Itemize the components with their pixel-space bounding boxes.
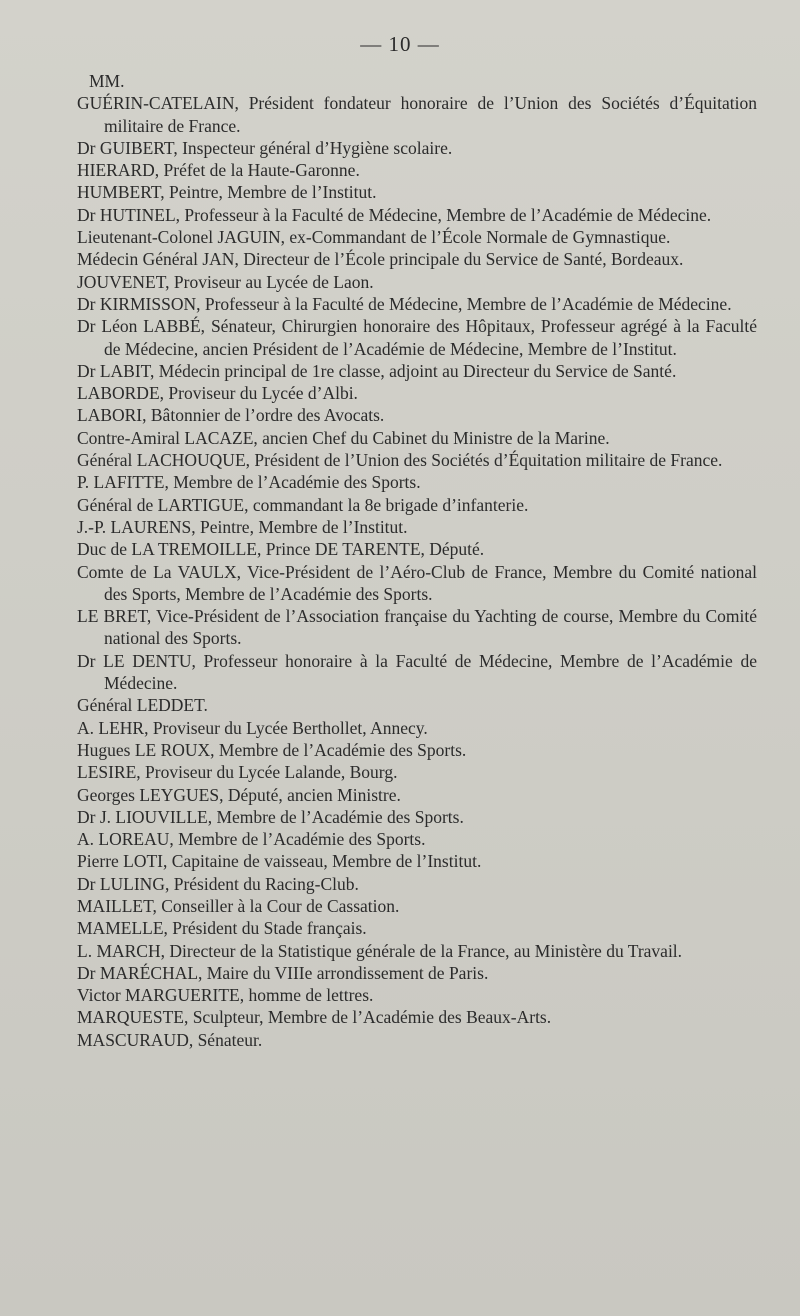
list-entry: Général LEDDET. [77, 695, 208, 716]
list-entry: Dr LULING, Président du Racing-Club. [77, 873, 359, 894]
list-entry: Dr Léon LABBÉ, Sénateur, Chirurgien honoraire des Hôpitaux, Professeur agrégé à la Faculté de Médecine, ancien Président de l’Académie de Médecine, Membre de l’Institut. [77, 316, 757, 359]
member-list [77, 70, 757, 1051]
list-entry: LE BRET, Vice-Président de l’Association française du Yachting de course, Membre du Comité national des Sports. [77, 606, 757, 649]
list-entry: Dr GUIBERT, Inspecteur général d’Hygiène scolaire. [77, 137, 453, 158]
list-entry: Contre-Amiral LACAZE, ancien Chef du Cabinet du Ministre de la Marine. [77, 427, 610, 448]
list-heading: MM. [89, 71, 125, 91]
list-entry: L. MARCH, Directeur de la Statistique générale de la France, au Ministère du Travail. [77, 940, 683, 961]
list-entry: MASCURAUD, Sénateur. [77, 1029, 263, 1050]
list-entry: Lieutenant-Colonel JAGUIN, ex-Commandant de l’École Normale de Gymnastique. [77, 227, 671, 248]
list-entry: Georges LEYGUES, Député, ancien Ministre. [77, 784, 401, 805]
list-entry: Médecin Général JAN, Directeur de l’École principale du Service de Santé, Bordeaux. [77, 249, 684, 270]
list-entry: MAILLET, Conseiller à la Cour de Cassation. [77, 895, 400, 916]
list-entry: A. LOREAU, Membre de l’Académie des Sports. [77, 829, 426, 850]
list-entry: A. LEHR, Proviseur du Lycée Berthollet, Annecy. [77, 717, 428, 738]
list-entry: LABORI, Bâtonnier de l’ordre des Avocats. [77, 405, 385, 426]
list-entry: LABORDE, Proviseur du Lycée d’Albi. [77, 383, 358, 404]
page-number: — 10 — [360, 32, 440, 56]
list-entry: Dr HUTINEL, Professeur à la Faculté de Médecine, Membre de l’Académie de Médecine. [77, 204, 712, 225]
list-entry: JOUVENET, Proviseur au Lycée de Laon. [77, 271, 374, 292]
list-entry: MAMELLE, Président du Stade français. [77, 918, 367, 939]
list-entry: Pierre LOTI, Capitaine de vaisseau, Membre de l’Institut. [77, 851, 482, 872]
list-entry: LESIRE, Proviseur du Lycée Lalande, Bourg. [77, 762, 398, 783]
list-entry: P. LAFITTE, Membre de l’Académie des Sports. [77, 472, 421, 493]
list-entry: GUÉRIN-CATELAIN, Président fondateur honoraire de l’Union des Sociétés d’Équitation militaire de France. [77, 93, 757, 136]
list-entry: Dr LE DENTU, Professeur honoraire à la Faculté de Médecine, Membre de l’Académie de Médecine. [77, 650, 757, 694]
list-entry: Général LACHOUQUE, Président de l’Union des Sociétés d’Équitation militaire de France. [77, 450, 723, 471]
list-entry: Dr KIRMISSON, Professeur à la Faculté de Médecine, Membre de l’Académie de Médecine. [77, 293, 732, 314]
list-entry: Dr MARÉCHAL, Maire du VIIIe arrondissement de Paris. [77, 962, 489, 983]
list-entry: J.-P. LAURENS, Peintre, Membre de l’Institut. [77, 516, 408, 537]
list-entry: Dr LABIT, Médecin principal de 1re classe, adjoint au Directeur du Service de Santé. [77, 360, 677, 381]
list-entry: Duc de LA TREMOILLE, Prince DE TARENTE, Député. [77, 539, 485, 560]
list-entry: Général de LARTIGUE, commandant la 8e brigade d’infanterie. [77, 494, 529, 515]
list-entry: Hugues LE ROUX, Membre de l’Académie des Sports. [77, 739, 467, 760]
list-entry: Dr J. LIOUVILLE, Membre de l’Académie des Sports. [77, 806, 464, 827]
list-entry: HIERARD, Préfet de la Haute-Garonne. [77, 160, 360, 181]
list-entry: HUMBERT, Peintre, Membre de l’Institut. [77, 182, 377, 203]
list-entry: Comte de La VAULX, Vice-Président de l’Aéro-Club de France, Membre du Comité national des Sports, Membre de l’Académie des Sports. [77, 561, 757, 604]
list-entry: Victor MARGUERITE, homme de lettres. [77, 985, 374, 1006]
list-entry: MARQUESTE, Sculpteur, Membre de l’Académie des Beaux-Arts. [77, 1007, 552, 1028]
